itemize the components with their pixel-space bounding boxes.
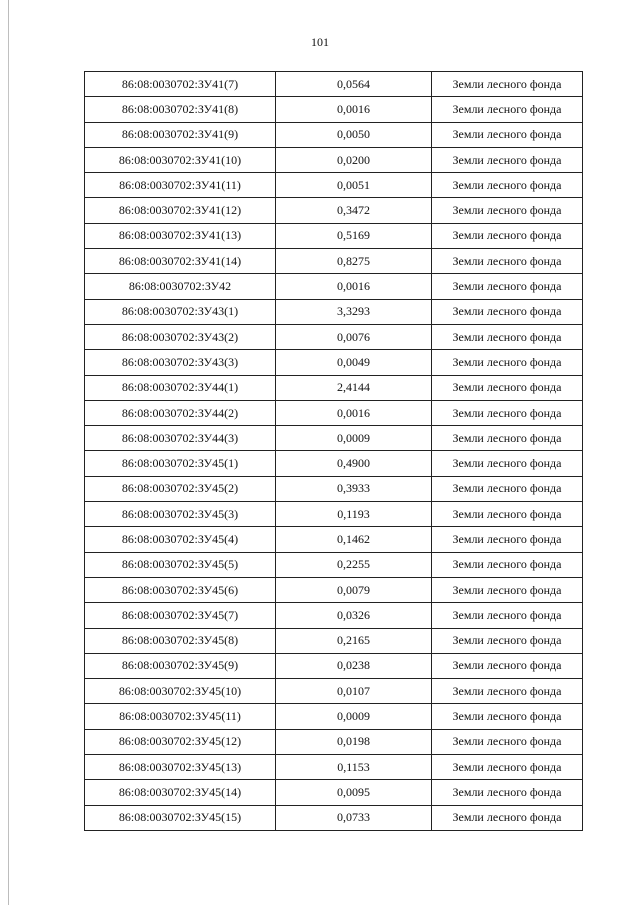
- land-category-cell: Земли лесного фонда: [432, 249, 583, 274]
- land-category-cell: Земли лесного фонда: [432, 400, 583, 425]
- binding-edge: [8, 0, 9, 905]
- area-cell: 0,0198: [276, 729, 432, 754]
- area-cell: 0,0051: [276, 173, 432, 198]
- table-row: [85, 704, 583, 729]
- land-category-cell: Земли лесного фонда: [432, 805, 583, 830]
- table-row: [85, 400, 583, 425]
- cadastral-number-cell: 86:08:0030702:ЗУ45(12): [85, 729, 276, 754]
- area-cell: 0,3472: [276, 198, 432, 223]
- land-category-cell: Земли лесного фонда: [432, 122, 583, 147]
- table-row: [85, 147, 583, 172]
- table-row: [85, 72, 583, 97]
- area-cell: 2,4144: [276, 375, 432, 400]
- cadastral-number-cell: 86:08:0030702:ЗУ44(2): [85, 400, 276, 425]
- land-category-cell: Земли лесного фонда: [432, 577, 583, 602]
- land-category-cell: Земли лесного фонда: [432, 502, 583, 527]
- area-cell: 0,8275: [276, 249, 432, 274]
- land-category-cell: Земли лесного фонда: [432, 72, 583, 97]
- area-cell: 0,0564: [276, 72, 432, 97]
- cadastral-number-cell: 86:08:0030702:ЗУ45(6): [85, 577, 276, 602]
- area-cell: 0,0079: [276, 577, 432, 602]
- land-category-cell: Земли лесного фонда: [432, 527, 583, 552]
- cadastral-number-cell: 86:08:0030702:ЗУ41(14): [85, 249, 276, 274]
- area-cell: 0,1462: [276, 527, 432, 552]
- table-row: [85, 755, 583, 780]
- area-cell: 0,2255: [276, 552, 432, 577]
- area-cell: 0,0076: [276, 324, 432, 349]
- land-category-cell: Земли лесного фонда: [432, 729, 583, 754]
- cadastral-number-cell: 86:08:0030702:ЗУ45(8): [85, 628, 276, 653]
- table-row: [85, 426, 583, 451]
- cadastral-number-cell: 86:08:0030702:ЗУ41(13): [85, 223, 276, 248]
- area-cell: 0,0095: [276, 780, 432, 805]
- cadastral-number-cell: 86:08:0030702:ЗУ41(7): [85, 72, 276, 97]
- parcels-table: [84, 71, 583, 831]
- cadastral-number-cell: 86:08:0030702:ЗУ45(5): [85, 552, 276, 577]
- table-row: [85, 577, 583, 602]
- area-cell: 0,1153: [276, 755, 432, 780]
- parcels-table-body: [85, 72, 583, 831]
- area-cell: 0,0016: [276, 274, 432, 299]
- land-category-cell: Земли лесного фонда: [432, 426, 583, 451]
- area-cell: 0,0050: [276, 122, 432, 147]
- area-cell: 0,0016: [276, 97, 432, 122]
- land-category-cell: Земли лесного фонда: [432, 274, 583, 299]
- area-cell: 0,4900: [276, 451, 432, 476]
- land-category-cell: Земли лесного фонда: [432, 755, 583, 780]
- area-cell: 0,5169: [276, 223, 432, 248]
- land-category-cell: Земли лесного фонда: [432, 350, 583, 375]
- table-row: [85, 198, 583, 223]
- area-cell: 0,0009: [276, 426, 432, 451]
- table-row: [85, 805, 583, 830]
- cadastral-number-cell: 86:08:0030702:ЗУ41(12): [85, 198, 276, 223]
- cadastral-number-cell: 86:08:0030702:ЗУ45(11): [85, 704, 276, 729]
- table-row: [85, 653, 583, 678]
- cadastral-number-cell: 86:08:0030702:ЗУ45(10): [85, 679, 276, 704]
- cadastral-number-cell: 86:08:0030702:ЗУ45(4): [85, 527, 276, 552]
- land-category-cell: Земли лесного фонда: [432, 299, 583, 324]
- cadastral-number-cell: 86:08:0030702:ЗУ45(2): [85, 476, 276, 501]
- table-row: [85, 679, 583, 704]
- table-row: [85, 173, 583, 198]
- cadastral-number-cell: 86:08:0030702:ЗУ43(3): [85, 350, 276, 375]
- table-row: [85, 502, 583, 527]
- cadastral-number-cell: 86:08:0030702:ЗУ45(3): [85, 502, 276, 527]
- cadastral-number-cell: 86:08:0030702:ЗУ45(1): [85, 451, 276, 476]
- table-row: [85, 97, 583, 122]
- cadastral-number-cell: 86:08:0030702:ЗУ41(9): [85, 122, 276, 147]
- table-row: [85, 476, 583, 501]
- area-cell: 0,0016: [276, 400, 432, 425]
- table-row: [85, 122, 583, 147]
- table-row: [85, 324, 583, 349]
- area-cell: 0,0326: [276, 603, 432, 628]
- land-category-cell: Земли лесного фонда: [432, 653, 583, 678]
- cadastral-number-cell: 86:08:0030702:ЗУ41(10): [85, 147, 276, 172]
- land-category-cell: Земли лесного фонда: [432, 324, 583, 349]
- page-number: 101: [311, 35, 329, 49]
- area-cell: 3,3293: [276, 299, 432, 324]
- land-category-cell: Земли лесного фонда: [432, 173, 583, 198]
- table-row: [85, 527, 583, 552]
- area-cell: 0,3933: [276, 476, 432, 501]
- land-category-cell: Земли лесного фонда: [432, 198, 583, 223]
- area-cell: 0,0107: [276, 679, 432, 704]
- area-cell: 0,2165: [276, 628, 432, 653]
- area-cell: 0,0200: [276, 147, 432, 172]
- cadastral-number-cell: 86:08:0030702:ЗУ45(7): [85, 603, 276, 628]
- cadastral-number-cell: 86:08:0030702:ЗУ45(14): [85, 780, 276, 805]
- cadastral-number-cell: 86:08:0030702:ЗУ43(2): [85, 324, 276, 349]
- land-category-cell: Земли лесного фонда: [432, 704, 583, 729]
- land-category-cell: Земли лесного фонда: [432, 552, 583, 577]
- cadastral-number-cell: 86:08:0030702:ЗУ44(1): [85, 375, 276, 400]
- cadastral-number-cell: 86:08:0030702:ЗУ41(11): [85, 173, 276, 198]
- table-row: [85, 375, 583, 400]
- cadastral-number-cell: 86:08:0030702:ЗУ45(13): [85, 755, 276, 780]
- table-row: [85, 603, 583, 628]
- land-category-cell: Земли лесного фонда: [432, 223, 583, 248]
- area-cell: 0,0049: [276, 350, 432, 375]
- table-row: [85, 451, 583, 476]
- table-row: [85, 249, 583, 274]
- table-row: [85, 628, 583, 653]
- table-row: [85, 780, 583, 805]
- area-cell: 0,0238: [276, 653, 432, 678]
- land-category-cell: Земли лесного фонда: [432, 603, 583, 628]
- land-category-cell: Земли лесного фонда: [432, 147, 583, 172]
- table-row: [85, 274, 583, 299]
- cadastral-number-cell: 86:08:0030702:ЗУ44(3): [85, 426, 276, 451]
- land-category-cell: Земли лесного фонда: [432, 476, 583, 501]
- area-cell: 0,0733: [276, 805, 432, 830]
- cadastral-number-cell: 86:08:0030702:ЗУ42: [85, 274, 276, 299]
- table-row: [85, 223, 583, 248]
- land-category-cell: Земли лесного фонда: [432, 679, 583, 704]
- land-category-cell: Земли лесного фонда: [432, 375, 583, 400]
- land-category-cell: Земли лесного фонда: [432, 780, 583, 805]
- cadastral-number-cell: 86:08:0030702:ЗУ45(15): [85, 805, 276, 830]
- cadastral-number-cell: 86:08:0030702:ЗУ43(1): [85, 299, 276, 324]
- area-cell: 0,0009: [276, 704, 432, 729]
- cadastral-number-cell: 86:08:0030702:ЗУ45(9): [85, 653, 276, 678]
- table-row: [85, 350, 583, 375]
- table-row: [85, 552, 583, 577]
- land-category-cell: Земли лесного фонда: [432, 451, 583, 476]
- table-row: [85, 729, 583, 754]
- table-row: [85, 299, 583, 324]
- area-cell: 0,1193: [276, 502, 432, 527]
- cadastral-number-cell: 86:08:0030702:ЗУ41(8): [85, 97, 276, 122]
- land-category-cell: Земли лесного фонда: [432, 97, 583, 122]
- land-category-cell: Земли лесного фонда: [432, 628, 583, 653]
